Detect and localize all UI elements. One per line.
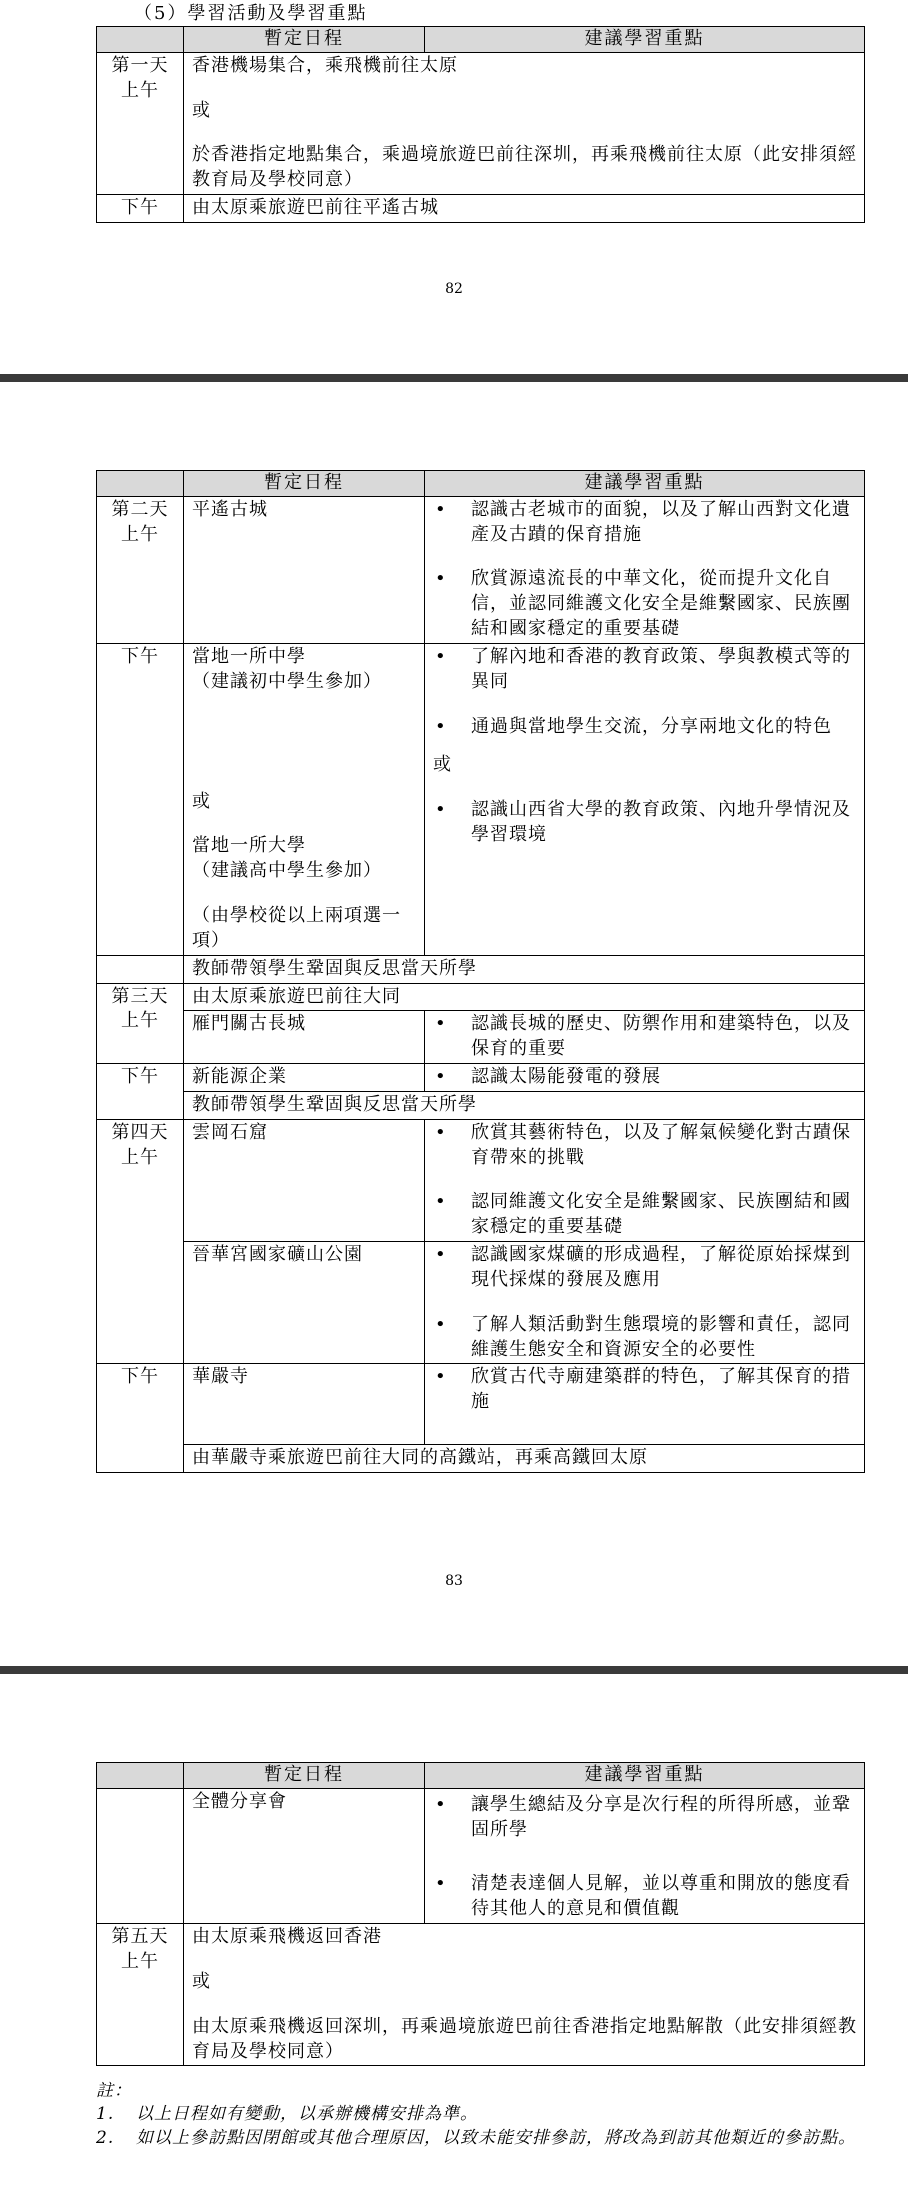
- note-text: 如以上參訪點因閉館或其他合理原因，以致未能安排參訪，將改為到訪其他類近的參訪點。: [136, 2127, 856, 2148]
- empty-day-cell: [97, 1788, 184, 1923]
- page-number-83: 83: [445, 1573, 463, 1589]
- school-option-b: 當地一所大學: [192, 835, 306, 857]
- day4-am-schedule-1: 雲岡石窟: [184, 1119, 425, 1241]
- session-label: 上午: [121, 523, 159, 545]
- header-focus: 建議學習重點: [425, 27, 865, 53]
- option-1-text: 香港機場集合，乘飛機前往太原: [192, 54, 458, 76]
- bullet-item: • 認識長城的歷史、防禦作用和建築特色，以及保育的重要: [433, 1012, 858, 1062]
- spacer: [192, 123, 858, 143]
- table-row-day1-am: [97, 52, 865, 194]
- spacer: [192, 79, 858, 99]
- page-separator: [0, 1666, 908, 1674]
- header-focus: 建議學習重點: [425, 1763, 865, 1789]
- table-row-day4-am-1: [97, 1119, 865, 1241]
- school-option-a-note: （建議初中學生參加）: [192, 670, 382, 692]
- bullet-item: • 通過與當地學生交流，分享兩地文化的特色: [433, 715, 858, 740]
- session-label: 上午: [121, 1010, 159, 1032]
- spacer: [192, 884, 418, 904]
- day3-pm-schedule: 新能源企業: [184, 1064, 425, 1092]
- or-text: 或: [192, 1970, 211, 1992]
- bullet-list: [433, 1121, 858, 1240]
- note-item: [96, 2103, 876, 2126]
- bullet-item: • 讓學生總結及分享是次行程的所得所感，並鞏固所學: [433, 1793, 858, 1843]
- day-label: 第四天: [111, 1121, 169, 1143]
- day2-pm-focus: [425, 643, 865, 955]
- bullet-item: • 欣賞其藝術特色，以及了解氣候變化對古蹟保育帶來的挑戰: [433, 1121, 858, 1171]
- table-row-day3-travel: [97, 983, 865, 1011]
- day4-pm-schedule: 華嚴寺: [184, 1364, 425, 1445]
- day5-am-schedule: [184, 1924, 865, 2066]
- day3-am-schedule: 雁門關古長城: [184, 1011, 425, 1064]
- table-row-day3-am: [97, 1011, 865, 1064]
- day1-pm-label: 下午: [97, 195, 184, 223]
- day3-pm-label: 下午: [97, 1064, 184, 1120]
- bullet-list: [433, 1012, 858, 1062]
- schedule-table-page-84: [96, 1762, 865, 2066]
- table-header-row: [97, 471, 865, 497]
- day2-am-focus: [425, 496, 865, 643]
- table-row-sharing: [97, 1788, 865, 1923]
- session-label: 上午: [121, 1950, 159, 1972]
- bullet-list: [433, 798, 858, 848]
- day4-am-focus-2: [425, 1242, 865, 1364]
- day4-am-label: [97, 1119, 184, 1364]
- option-1-text: 由太原乘飛機返回香港: [192, 1926, 382, 1948]
- day-label: 第五天: [111, 1926, 169, 1948]
- header-day-cell: [97, 1763, 184, 1789]
- header-day-cell: [97, 27, 184, 53]
- or-text: 或: [192, 99, 211, 121]
- table-row-day3-review: [97, 1091, 865, 1119]
- day3-travel: 由太原乘旅遊巴前往大同: [184, 983, 865, 1011]
- bullet-item: • 欣賞古代寺廟建築群的特色，了解其保育的措施: [433, 1365, 858, 1415]
- bullet-list: [433, 1243, 858, 1362]
- table-row-day2-pm: [97, 643, 865, 955]
- day1-am-label: [97, 52, 184, 194]
- day4-am-schedule-2: 晉華宮國家礦山公園: [184, 1242, 425, 1364]
- bullet-item: • 認識太陽能發電的發展: [433, 1065, 858, 1090]
- page-number-82: 82: [445, 281, 463, 297]
- table-row-day2-review: [97, 955, 865, 983]
- day4-travel: 由華嚴寺乘旅遊巴前往大同的高鐵站，再乘高鐵回太原: [184, 1445, 865, 1473]
- day2-am-label: [97, 496, 184, 643]
- option-2-text: 由太原乘飛機返回深圳，再乘過境旅遊巴前往香港指定地點解散（此安排須經教育局及學校同意）: [192, 2015, 857, 2062]
- sharing-schedule: 全體分享會: [184, 1788, 425, 1923]
- notes-title: 註：: [96, 2081, 132, 2101]
- day5-am-label: [97, 1924, 184, 2066]
- day2-pm-label: 下午: [97, 643, 184, 955]
- bullet-list: [433, 1065, 858, 1090]
- day2-review: 教師帶領學生鞏固與反思當天所學: [184, 955, 865, 983]
- table-header-row: [97, 27, 865, 53]
- day4-pm-focus: [425, 1364, 865, 1445]
- bullet-list: [433, 1793, 858, 1922]
- day3-pm-focus: [425, 1064, 865, 1092]
- page-separator: [0, 374, 908, 382]
- day-label: 第三天: [111, 985, 169, 1007]
- bullet-list: [433, 1365, 858, 1415]
- sharing-focus: [425, 1788, 865, 1923]
- bullet-list: [433, 645, 858, 739]
- spacer: [192, 1950, 858, 1970]
- table-row-day4-am-2: [97, 1242, 865, 1364]
- day-label: 第一天: [111, 54, 169, 76]
- or-text: 或: [433, 754, 452, 776]
- schedule-table-page-83: [96, 470, 865, 1473]
- spacer: [192, 814, 418, 834]
- table-row-day4-travel: [97, 1445, 865, 1473]
- notes-section: [96, 2080, 876, 2150]
- day4-am-focus-1: [425, 1119, 865, 1241]
- bullet-item: • 了解內地和香港的教育政策、學與教模式等的異同: [433, 645, 858, 695]
- section-title: （5）學習活動及學習重點: [134, 3, 368, 24]
- table-row-day3-pm: [97, 1064, 865, 1092]
- bullet-item: • 認識國家煤礦的形成過程，了解從原始採煤到現代採煤的發展及應用: [433, 1243, 858, 1293]
- day-label: 第二天: [111, 498, 169, 520]
- table-header-row: [97, 1763, 865, 1789]
- day3-am-focus: [425, 1011, 865, 1064]
- spacer: [192, 695, 418, 790]
- day4-pm-label: 下午: [97, 1364, 184, 1473]
- spacer: [192, 1995, 858, 2015]
- bullet-item: • 認識山西省大學的教育政策、內地升學情況及學習環境: [433, 798, 858, 848]
- spacer: [433, 778, 858, 798]
- bullet-item: • 認同維護文化安全是維繫國家、民族團結和國家穩定的重要基礎: [433, 1190, 858, 1240]
- header-focus: 建議學習重點: [425, 471, 865, 497]
- note-item: [96, 2127, 876, 2150]
- spacer: [433, 739, 858, 753]
- day3-review: 教師帶領學生鞏固與反思當天所學: [184, 1091, 865, 1119]
- note-text: 以上日程如有變動，以承辦機構安排為準。: [136, 2104, 478, 2125]
- school-option-b-note: （建議高中學生參加）: [192, 860, 382, 882]
- bullet-item: • 清楚表達個人見解，並以尊重和開放的態度看待其他人的意見和價值觀: [433, 1872, 858, 1922]
- header-schedule: 暫定日程: [184, 471, 425, 497]
- bullet-item: • 認識古老城市的面貌，以及了解山西對文化遺產及古蹟的保育措施: [433, 498, 858, 548]
- table-row-day2-am: [97, 496, 865, 643]
- day2-pm-schedule: [184, 643, 425, 955]
- table-row-day1-pm: [97, 195, 865, 223]
- school-option-a: 當地一所中學: [192, 645, 306, 667]
- header-schedule: 暫定日程: [184, 1763, 425, 1789]
- choose-one-note: （由學校從以上兩項選一項）: [192, 905, 401, 951]
- day2-am-schedule: 平遙古城: [184, 496, 425, 643]
- session-label: 上午: [121, 1146, 159, 1168]
- bullet-list: [433, 498, 858, 642]
- session-label: 上午: [121, 79, 159, 101]
- header-day-cell: [97, 471, 184, 497]
- note-number: 1.: [96, 2104, 115, 2125]
- option-2-text: 於香港指定地點集合，乘過境旅遊巴前往深圳，再乘飛機前往太原（此安排須經教育局及學校同意）: [192, 144, 857, 191]
- empty-day-cell: [97, 955, 184, 983]
- note-number: 2.: [96, 2127, 115, 2148]
- table-row-day4-pm: [97, 1364, 865, 1445]
- table-row-day5-am: [97, 1924, 865, 2066]
- bullet-item: • 了解人類活動對生態環境的影響和責任，認同維護生態安全和資源安全的必要性: [433, 1313, 858, 1363]
- day3-am-label: [97, 983, 184, 1063]
- header-schedule: 暫定日程: [184, 27, 425, 53]
- or-text: 或: [192, 790, 211, 812]
- day1-am-schedule: [184, 52, 865, 194]
- day1-pm-schedule: 由太原乘旅遊巴前往平遙古城: [184, 195, 865, 223]
- schedule-table-page-82: [96, 26, 865, 223]
- bullet-item: • 欣賞源遠流長的中華文化，從而提升文化自信，並認同維護文化安全是維繫國家、民族團結和國家穩定的重要基礎: [433, 567, 858, 641]
